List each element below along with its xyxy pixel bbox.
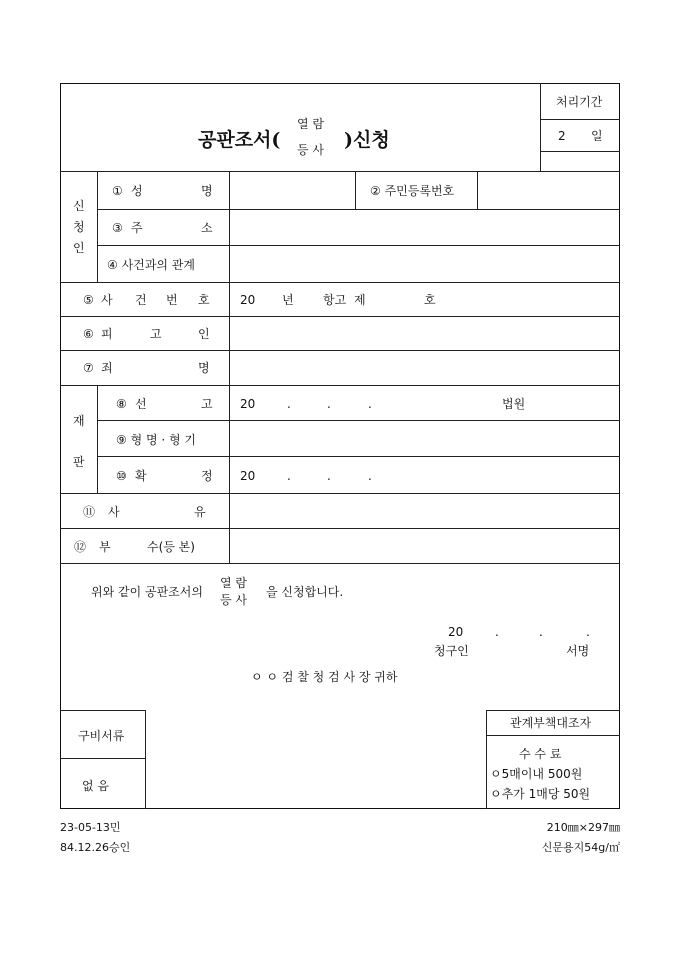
crime-field[interactable] <box>230 351 619 384</box>
penalty-label: ⑨ 형 명 · 형 기 <box>116 433 197 447</box>
approval-date: 84.12.26승인 <box>60 841 131 854</box>
line-processing-bottom <box>540 151 620 152</box>
crime-label-1: 죄 <box>101 361 113 375</box>
defendant-field[interactable] <box>230 317 619 349</box>
form-title-prefix: 공판조서( <box>198 129 281 151</box>
statement-date-dot-2: . <box>539 625 543 639</box>
form-title-suffix: )신청 <box>344 129 390 151</box>
line-row11 <box>60 563 620 564</box>
penalty-field[interactable] <box>230 421 619 455</box>
resident-id-label: ② 주민등록번호 <box>370 184 455 198</box>
reason-field[interactable] <box>230 494 619 527</box>
name-field[interactable] <box>230 172 354 208</box>
name-label-1: 성 <box>131 184 143 198</box>
form-number: 23-05-13민 <box>60 821 121 834</box>
relation-field[interactable] <box>230 246 619 281</box>
address-field[interactable] <box>230 210 619 244</box>
fee-title: 수 수 료 <box>519 747 562 761</box>
resident-id-field[interactable] <box>478 172 619 208</box>
attachments-label: 구비서류 <box>78 729 125 743</box>
defendant-label-2: 고 <box>150 327 162 341</box>
case-je: 제 <box>354 293 366 307</box>
defendant-label-1: 피 <box>101 327 113 341</box>
reason-num: ⑪ <box>83 505 96 519</box>
case-num: ⑤ <box>83 293 94 307</box>
line-row3 <box>60 282 620 283</box>
paper-size: 210㎜×297㎜ <box>546 821 620 834</box>
name-label-2: 명 <box>201 184 213 198</box>
address-label-1: 주 <box>131 221 143 235</box>
final-num: ⑩ <box>116 469 127 483</box>
signature-label: 서명 <box>566 644 590 658</box>
line-docs-right <box>145 710 146 809</box>
copies-label-2: 수(등 본) <box>147 540 195 554</box>
line-docs-mid <box>60 758 145 759</box>
officer-label: 관계부책대조자 <box>510 716 592 730</box>
sentence-court: 법원 <box>502 397 526 411</box>
copies-label-1: 부 <box>99 540 111 554</box>
fee-line-2: ㅇ추가 1매당 50원 <box>490 787 591 801</box>
final-label-2: 정 <box>201 469 213 483</box>
line-processing-left <box>540 83 541 171</box>
final-dot-3: . <box>368 469 372 483</box>
sentence-dot-3: . <box>368 397 372 411</box>
case-label-4: 호 <box>198 293 210 307</box>
processing-period-unit: 일 <box>591 129 603 143</box>
line-docs-top <box>60 710 145 711</box>
sentence-dot-2: . <box>327 397 331 411</box>
final-dot-2: . <box>327 469 331 483</box>
trial-group-char1: 재 <box>73 414 85 428</box>
applicant-group-char3: 인 <box>73 241 85 255</box>
line-officer-top <box>486 710 620 711</box>
case-label-2: 건 <box>135 293 147 307</box>
line-officer-left <box>486 710 487 809</box>
crime-num: ⑦ <box>83 361 94 375</box>
statement-date-dot-1: . <box>495 625 499 639</box>
line-id-left <box>355 171 356 209</box>
statement-after: 을 신청합니다. <box>266 585 344 599</box>
address-label-2: 소 <box>201 221 213 235</box>
line-officer-mid <box>486 735 620 736</box>
statement-date-year: 20 <box>448 625 464 639</box>
paper-type: 신문용지54g/㎡ <box>541 841 620 854</box>
fee-line-1: ㅇ5매이내 500원 <box>490 767 583 781</box>
line-row6 <box>60 385 620 386</box>
applicant-group-char1: 신 <box>73 199 85 213</box>
copies-field[interactable] <box>230 529 619 562</box>
case-year-unit: 년 <box>282 293 294 307</box>
sentence-num: ⑧ <box>116 397 127 411</box>
sentence-label-1: 선 <box>135 397 147 411</box>
name-num: ① <box>112 184 123 198</box>
trial-group-char2: 판 <box>73 455 85 469</box>
sentence-year: 20 <box>240 397 256 411</box>
copies-num: ⑫ <box>74 540 87 554</box>
case-year: 20 <box>240 293 256 307</box>
form-title-option-view: 열 람 <box>297 117 324 131</box>
case-appeal: 항고 <box>323 293 347 307</box>
relation-label: ④ 사건과의 관계 <box>107 258 195 272</box>
case-label-1: 사 <box>101 293 113 307</box>
line-trial-group <box>97 385 98 493</box>
processing-period-value: 2 <box>558 129 566 143</box>
statement-date-dot-3: . <box>586 625 590 639</box>
reason-label-2: 유 <box>194 505 206 519</box>
defendant-num: ⑥ <box>83 327 94 341</box>
applicant-group-char2: 청 <box>73 220 85 234</box>
line-applicant-group <box>97 171 98 282</box>
case-ho: 호 <box>424 293 436 307</box>
sentence-label-2: 고 <box>201 397 213 411</box>
form-title-option-copy: 등 사 <box>297 143 324 157</box>
defendant-label-3: 인 <box>198 327 210 341</box>
statement-option-view: 열 람 <box>220 576 247 590</box>
final-year: 20 <box>240 469 256 483</box>
statement-before: 위와 같이 공판조서의 <box>91 585 203 599</box>
final-dot-1: . <box>287 469 291 483</box>
line-processing-mid <box>540 119 620 120</box>
attachments-value: 없 음 <box>82 779 109 793</box>
addressee: ㅇ ㅇ 검 찰 청 검 사 장 귀하 <box>251 670 398 684</box>
sentence-dot-1: . <box>287 397 291 411</box>
final-label-1: 확 <box>135 469 147 483</box>
line-row8 <box>97 456 620 457</box>
address-num: ③ <box>112 221 123 235</box>
case-label-3: 번 <box>166 293 178 307</box>
processing-period-label: 처리기간 <box>556 95 603 109</box>
applicant-sign-label: 청구인 <box>434 644 469 658</box>
crime-label-2: 명 <box>198 361 210 375</box>
reason-label-1: 사 <box>108 505 120 519</box>
statement-option-copy: 등 사 <box>220 593 247 607</box>
